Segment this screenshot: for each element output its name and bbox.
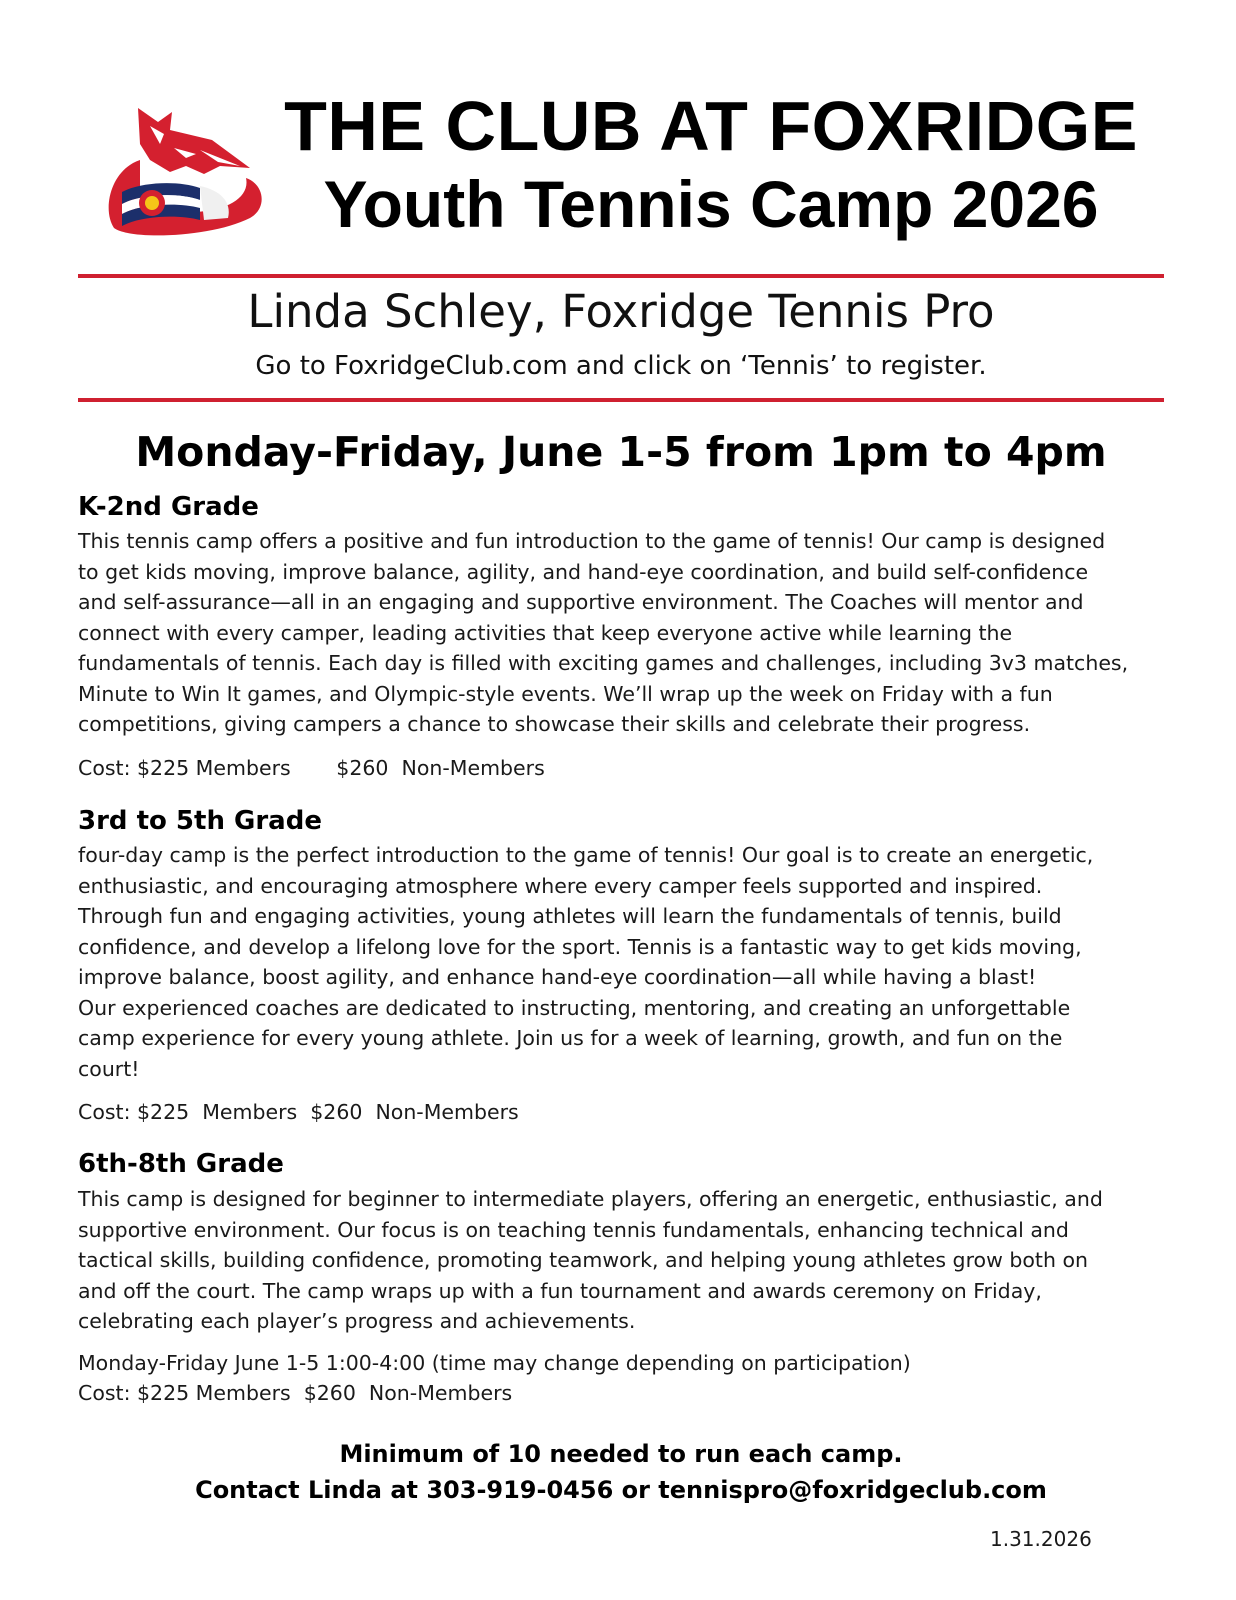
registration-instructions: Go to FoxridgeClub.com and click on ‘Tennis’ to register.	[255, 351, 987, 381]
body-line: supportive environment. Our focus is on teaching tennis fundamentals, enhancing technical and	[78, 1217, 1069, 1242]
body-line: enthusiastic, and encouraging atmosphere where every camper feels supported and inspired.	[78, 873, 1043, 898]
body-line: This camp is designed for beginner to intermediate players, offering an energetic, enthusiastic, and	[78, 1187, 1103, 1211]
divider-top	[78, 274, 1164, 278]
camp-dates: Monday-Friday, June 1-5 from 1pm to 4pm	[135, 428, 1107, 476]
cost-3-5: Cost: $225 Members $260 Non-Members	[78, 1100, 519, 1124]
body-line: Through fun and engaging activities, young athletes will learn the fundamentals of tennis, build	[78, 904, 1062, 928]
page-subtitle: Youth Tennis Camp 2026	[323, 167, 1099, 241]
body-line: camp experience for every young athlete. Join us for a week of learning, growth, and fun on the	[78, 1026, 1063, 1050]
section-body-6-8	[78, 1184, 1168, 1337]
section-body-k2	[78, 526, 1168, 740]
section-heading-k2: K-2nd Grade	[78, 492, 259, 522]
section-body-3-5	[78, 840, 1168, 1084]
body-line: and off the court. The camp wraps up with a fun tournament and awards ceremony on Friday,	[78, 1278, 1042, 1303]
body-line: Minute to Win It games, and Olympic-style events. We’ll wrap up the week on Friday with a fun	[78, 681, 1053, 706]
cost-k2: Cost: $225 Members $260 Non-Members	[78, 756, 545, 780]
body-line: connect with every camper, leading activities that keep everyone active while learning the	[78, 620, 1013, 645]
body-line: Our experienced coaches are dedicated to instructing, mentoring, and creating an unforgettable	[78, 995, 1071, 1020]
body-line: improve balance, boost agility, and enhance hand-eye coordination—all while having a blast!	[78, 965, 1037, 989]
body-line: fundamentals of tennis. Each day is filled with exciting games and challenges, including 3v3 matches,	[78, 651, 1129, 675]
tennis-pro-line: Linda Schley, Foxridge Tennis Pro	[247, 285, 995, 338]
minimum-notice: Minimum of 10 needed to run each camp.	[339, 1440, 903, 1468]
body-line: confidence, and develop a lifelong love for the sport. Tennis is a fantastic way to get kids moving,	[78, 934, 1082, 959]
contact-info: Contact Linda at 303-919-0456 or tennispro@foxridgeclub.com	[195, 1476, 1047, 1504]
cost-6-8: Cost: $225 Members $260 Non-Members	[78, 1381, 513, 1405]
page-title: THE CLUB AT FOXRIDGE	[284, 87, 1138, 165]
revision-date: 1.31.2026	[990, 1527, 1092, 1551]
body-line: to get kids moving, improve balance, agility, and hand-eye coordination, and build self-confidence	[78, 559, 1089, 584]
body-line: four-day camp is the perfect introduction to the game of tennis! Our goal is to create an energetic,	[78, 843, 1094, 867]
body-line: competitions, giving campers a chance to showcase their skills and celebrate their progress.	[78, 712, 1031, 736]
section-heading-6-8: 6th-8th Grade	[78, 1149, 284, 1179]
fox-logo-icon	[100, 100, 270, 240]
body-line: This tennis camp offers a positive and fun introduction to the game of tennis! Our camp is designed	[78, 529, 1106, 553]
body-line: celebrating each player’s progress and achievements.	[78, 1309, 636, 1333]
divider-bottom	[78, 398, 1164, 402]
body-line: and self-assurance—all in an engaging and supportive environment. The Coaches will mentor and	[78, 590, 1084, 614]
schedule-6-8: Monday-Friday June 1-5 1:00-4:00 (time may change depending on participation)	[78, 1351, 911, 1375]
body-line: tactical skills, building confidence, promoting teamwork, and helping young athletes grow both on	[78, 1248, 1089, 1272]
body-line: court!	[78, 1056, 140, 1081]
section-heading-3-5: 3rd to 5th Grade	[78, 806, 322, 836]
